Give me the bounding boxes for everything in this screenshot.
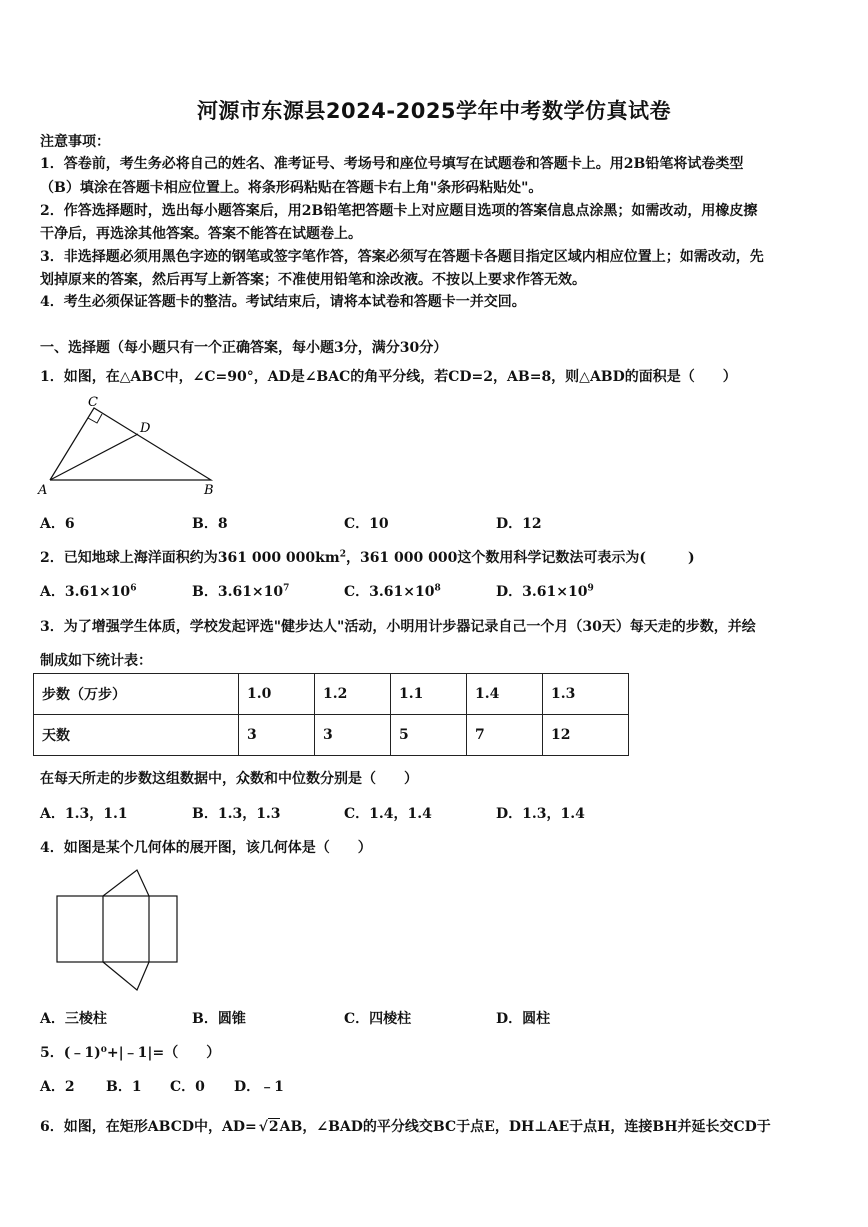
table-cell: 3	[315, 715, 391, 756]
notice-line: 划掉原来的答案，然后再写上新答案；不准使用铅笔和涂改液。不按以上要求作答无效。	[40, 272, 586, 288]
q3-option-d[interactable]: D．1.3，1.4	[496, 806, 585, 822]
q1-option-a[interactable]: A．6	[40, 516, 75, 532]
notice-line: 1．答卷前，考生务必将自己的姓名、准考证号、考场号和座位号填写在试题卷和答题卡上。用2B铅笔将试卷类型	[40, 156, 744, 172]
q2-option-exp: 9	[587, 583, 594, 594]
table-cell: 5	[391, 715, 467, 756]
q1-option-c[interactable]: C．10	[344, 516, 389, 532]
label-a: A	[38, 483, 48, 498]
table-row	[34, 674, 629, 715]
sqrt-symbol: √2	[258, 1119, 279, 1135]
question-6-stem	[40, 1116, 771, 1136]
question-3-stem: 3．为了增强学生体质，学校发起评选"健步达人"活动，小明用计步器记录自己一个月（30天）每天走的步数，并绘	[40, 619, 756, 635]
question-5-stem: 5．(﹣1)⁰+|﹣1|=（ ）	[40, 1045, 221, 1061]
label-d: D	[140, 421, 151, 436]
q3-option-a[interactable]: A．1.3，1.1	[40, 806, 128, 822]
q2-option-a[interactable]	[40, 581, 136, 601]
q2-option-exp: 7	[283, 583, 290, 594]
table-cell: 天数	[34, 715, 239, 756]
q2-option-base: D．3.61×10	[496, 584, 588, 600]
q1-option-b[interactable]: B．8	[192, 516, 228, 532]
label-b: B	[204, 483, 214, 498]
question-4-stem: 4．如图是某个几何体的展开图，该几何体是（ ）	[40, 840, 372, 856]
label-c: C	[88, 395, 98, 410]
notice-line: （B）填涂在答题卡相应位置上。将条形码粘贴在答题卡右上角"条形码粘贴处"。	[40, 180, 543, 196]
q2-option-base: A．3.61×10	[40, 584, 131, 600]
table-cell: 1.3	[543, 674, 629, 715]
table-cell: 1.4	[467, 674, 543, 715]
q2-stem-exponent: 2	[339, 549, 346, 560]
q2-option-d[interactable]	[496, 581, 594, 601]
table-row	[34, 715, 629, 756]
question-1-stem: 1．如图，在△ABC中，∠C=90°，AD是∠BAC的角平分线，若CD=2，AB=8，则△ABD的面积是（ ）	[40, 369, 737, 385]
q4-option-d[interactable]: D．圆柱	[496, 1011, 551, 1027]
question-3-stem-cont: 制成如下统计表：	[40, 653, 152, 669]
q1-triangle-figure	[36, 392, 226, 500]
q2-option-c[interactable]	[344, 581, 441, 601]
notice-line: 干净后，再选涂其他答案。答案不能答在试题卷上。	[40, 226, 362, 242]
q6-stem-part: 6．如图，在矩形ABCD中，AD=	[40, 1119, 257, 1135]
q2-option-exp: 6	[130, 583, 137, 594]
q6-stem-part: AB，∠BAD的平分线交BC于点E，DH⊥AE于点H，连接BH并延长交CD于	[279, 1119, 771, 1135]
table-cell: 12	[543, 715, 629, 756]
table-cell: 步数（万步）	[34, 674, 239, 715]
notice-line: 2．作答选择题时，选出每小题答案后，用2B铅笔把答题卡上对应题目选项的答案信息点涂黑；如需改动，用橡皮擦	[40, 203, 758, 219]
section-heading: 一、选择题（每小题只有一个正确答案，每小题3分，满分30分）	[40, 340, 448, 356]
q4-option-b[interactable]: B．圆锥	[192, 1011, 246, 1027]
q2-option-b[interactable]	[192, 581, 289, 601]
q2-option-base: C．3.61×10	[344, 584, 435, 600]
notice-line: 4．考生必须保证答题卡的整洁。考试结束后，请将本试卷和答题卡一并交回。	[40, 294, 526, 310]
q4-option-c[interactable]: C．四棱柱	[344, 1011, 412, 1027]
question-2-stem	[40, 547, 695, 567]
notice-line: 3．非选择题必须用黑色字迹的钢笔或签字笔作答，答案必须写在答题卡各题目指定区域内相应位置上；如需改动，先	[40, 249, 764, 265]
sqrt-radicand: 2	[268, 1119, 279, 1135]
question-3-ask: 在每天所走的步数这组数据中，众数和中位数分别是（ ）	[40, 771, 418, 787]
q5-option-c[interactable]: C．0	[170, 1079, 205, 1095]
table-cell: 7	[467, 715, 543, 756]
q5-option-b[interactable]: B．1	[106, 1079, 142, 1095]
q3-option-b[interactable]: B．1.3，1.3	[192, 806, 281, 822]
q2-option-exp: 8	[434, 583, 441, 594]
q3-option-c[interactable]: C．1.4，1.4	[344, 806, 432, 822]
table-cell: 1.0	[239, 674, 315, 715]
q2-option-base: B．3.61×10	[192, 584, 284, 600]
q1-option-d[interactable]: D．12	[496, 516, 542, 532]
table-cell: 3	[239, 715, 315, 756]
q5-option-a[interactable]: A．2	[40, 1079, 75, 1095]
table-cell: 1.2	[315, 674, 391, 715]
table-cell: 1.1	[391, 674, 467, 715]
q4-option-a[interactable]: A．三棱柱	[40, 1011, 107, 1027]
q2-stem-part: ，361 000 000这个数用科学记数法可表示为( )	[345, 550, 695, 566]
steps-table	[33, 673, 629, 756]
q5-option-d[interactable]: D．﹣1	[234, 1079, 284, 1095]
q4-net-figure	[55, 867, 181, 993]
q2-stem-part: 2．已知地球上海洋面积约为361 000 000km	[40, 550, 340, 566]
page-title: 河源市东源县2024-2025学年中考数学仿真试卷	[196, 99, 672, 123]
notice-heading: 注意事项：	[40, 134, 110, 150]
